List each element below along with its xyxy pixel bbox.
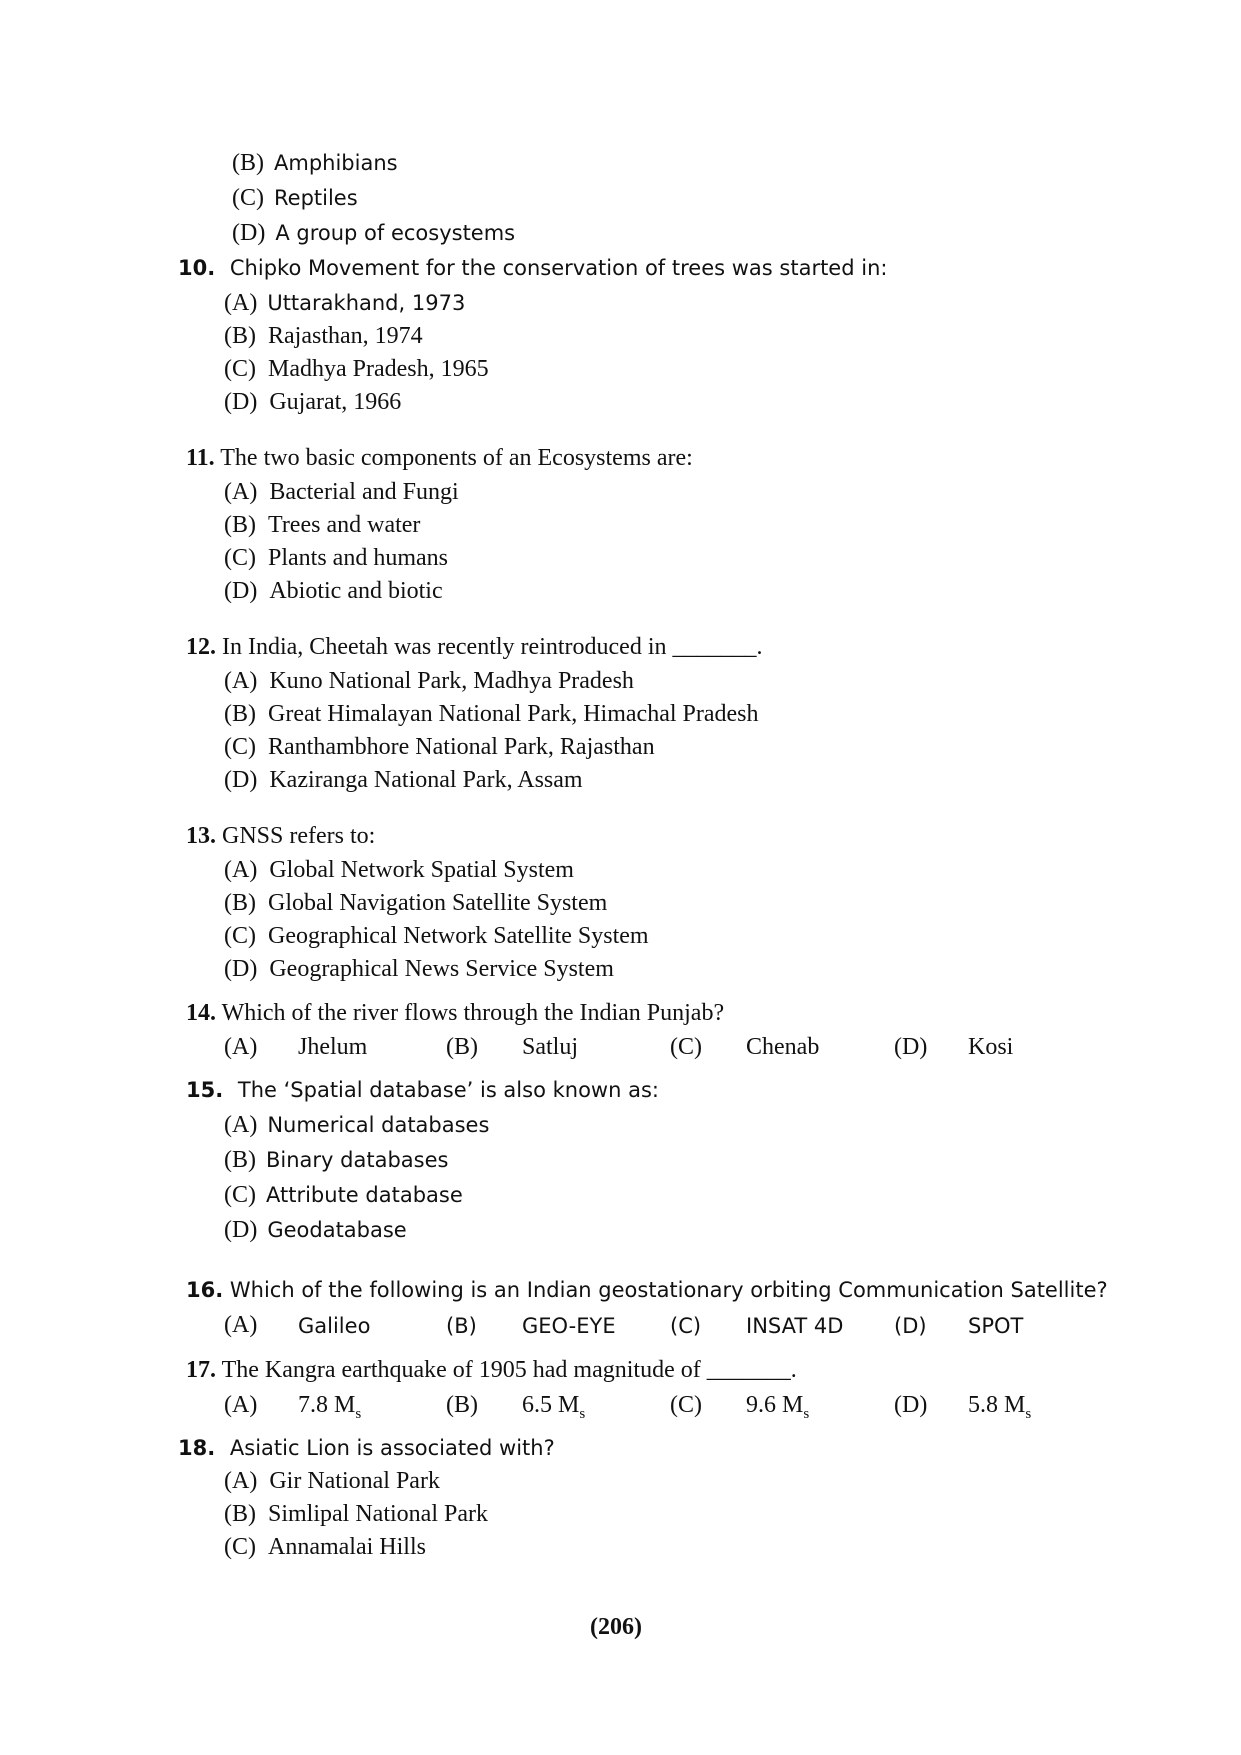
carryover-option-c [232, 185, 358, 212]
q14-option-c-label: (C) [670, 1034, 702, 1060]
q13-option-d [224, 956, 614, 983]
question-text: In India, Cheetah was recently reintroduced in _______. [222, 634, 763, 660]
option-text: Geodatabase [267, 1218, 407, 1242]
option-text: Bacterial and Fungi [269, 479, 459, 505]
q17-option-a-label: (A) [224, 1392, 258, 1418]
magnitude-subscript: s [355, 1405, 362, 1422]
option-text: Great Himalayan National Park, Himachal Pradesh [268, 701, 759, 727]
option-text: Numerical databases [267, 1113, 490, 1137]
page-number: (206) [590, 1614, 642, 1640]
option-text: Simlipal National Park [268, 1501, 488, 1527]
question-text: GNSS refers to: [222, 823, 376, 849]
option-label: (D) [224, 578, 258, 604]
option-text: Kuno National Park, Madhya Pradesh [269, 668, 634, 694]
q16-option-c-text: INSAT 4D [746, 1314, 844, 1338]
q14-option-c-text: Chenab [746, 1034, 820, 1060]
option-text: Kaziranga National Park, Assam [269, 767, 583, 793]
q10-option-a [224, 290, 465, 317]
question-text: Asiatic Lion is associated with? [229, 1436, 555, 1460]
option-label: (A) [224, 1468, 258, 1494]
q17-option-b-label: (B) [446, 1392, 478, 1418]
q13-option-c [224, 923, 649, 950]
q14-option-d-label: (D) [894, 1034, 928, 1060]
magnitude-value: 7.8 M [298, 1392, 356, 1418]
option-label: (C) [224, 1182, 256, 1208]
question-number: 16. [186, 1278, 224, 1302]
question-16 [186, 1278, 1108, 1302]
q17-option-c-value [746, 1392, 809, 1423]
option-label: (B) [224, 1147, 256, 1173]
option-label: (C) [232, 185, 264, 211]
q15-option-a [224, 1112, 489, 1139]
carryover-option-d [232, 220, 515, 247]
q16-option-a-text: Galileo [298, 1314, 371, 1338]
question-14 [186, 1000, 724, 1027]
question-text: The ‘Spatial database’ is also known as: [237, 1078, 659, 1102]
q14-option-a-text: Jhelum [298, 1034, 368, 1060]
q16-option-b-label: (B) [446, 1314, 477, 1338]
question-15 [186, 1078, 659, 1102]
option-label: (A) [224, 1112, 258, 1138]
option-label: (B) [232, 150, 264, 176]
q12-option-b [224, 701, 759, 728]
question-number: 10. [178, 256, 216, 280]
question-18 [178, 1436, 555, 1460]
option-text: Geographical News Service System [269, 956, 614, 982]
magnitude-subscript: s [1025, 1405, 1032, 1422]
option-text: A group of ecosystems [275, 221, 516, 245]
option-text: Rajasthan, 1974 [268, 323, 423, 349]
q11-option-c [224, 545, 448, 572]
q17-option-d-value [968, 1392, 1031, 1423]
q16-option-d-text: SPOT [968, 1314, 1024, 1338]
q14-option-b-label: (B) [446, 1034, 478, 1060]
q13-option-a [224, 857, 574, 884]
option-label: (B) [224, 512, 256, 538]
q16-option-d-label: (D) [894, 1314, 927, 1338]
option-label: (C) [224, 923, 256, 949]
q16-option-a-label: (A) [224, 1312, 258, 1338]
question-11 [186, 445, 693, 472]
magnitude-value: 9.6 M [746, 1392, 804, 1418]
option-label: (A) [224, 668, 258, 694]
magnitude-subscript: s [579, 1405, 586, 1422]
q11-option-d [224, 578, 443, 605]
q11-option-b [224, 512, 420, 539]
option-text: Reptiles [274, 186, 358, 210]
option-label: (B) [224, 890, 256, 916]
option-label: (C) [224, 734, 256, 760]
q15-option-c [224, 1182, 463, 1209]
q12-option-c [224, 734, 655, 761]
q17-option-d-label: (D) [894, 1392, 928, 1418]
option-label: (D) [224, 1217, 258, 1243]
q16-option-c-label: (C) [670, 1314, 702, 1338]
option-label: (C) [224, 356, 256, 382]
question-text: Which of the river flows through the Indian Punjab? [221, 1000, 725, 1026]
option-text: Annamalai Hills [268, 1534, 426, 1560]
question-12 [186, 634, 763, 661]
q18-option-c [224, 1534, 426, 1561]
question-number: 18. [178, 1436, 216, 1460]
option-label: (C) [224, 1534, 256, 1560]
q13-option-b [224, 890, 607, 917]
option-text: Madhya Pradesh, 1965 [268, 356, 489, 382]
q10-option-d [224, 389, 401, 416]
q17-option-c-label: (C) [670, 1392, 702, 1418]
option-label: (D) [224, 389, 258, 415]
option-text: Gir National Park [269, 1468, 440, 1494]
option-text: Plants and humans [268, 545, 448, 571]
q15-option-b [224, 1147, 448, 1174]
option-text: Amphibians [274, 151, 398, 175]
option-text: Global Navigation Satellite System [268, 890, 608, 916]
option-label: (A) [224, 857, 258, 883]
q17-option-b-value [522, 1392, 585, 1423]
option-label: (B) [224, 323, 256, 349]
question-number: 13. [186, 823, 216, 849]
q17-option-a-value [298, 1392, 361, 1423]
option-label: (D) [224, 767, 258, 793]
q15-option-d [224, 1217, 407, 1244]
question-text: Which of the following is an Indian geostationary orbiting Communication Satellite? [229, 1278, 1108, 1302]
question-text: The Kangra earthquake of 1905 had magnitude of _______. [221, 1357, 797, 1383]
question-13 [186, 823, 375, 850]
question-number: 14. [186, 1000, 216, 1026]
question-number: 15. [186, 1078, 224, 1102]
option-label: (D) [224, 956, 258, 982]
q18-option-a [224, 1468, 440, 1495]
option-label: (B) [224, 701, 256, 727]
option-text: Geographical Network Satellite System [268, 923, 649, 949]
question-text: The two basic components of an Ecosystems are: [220, 445, 693, 471]
q16-option-b-text: GEO-EYE [522, 1314, 616, 1338]
question-number: 11. [186, 445, 215, 471]
option-label: (D) [232, 220, 266, 246]
question-number: 17. [186, 1357, 216, 1383]
magnitude-subscript: s [803, 1405, 810, 1422]
option-label: (A) [224, 290, 258, 316]
question-text: Chipko Movement for the conservation of trees was started in: [229, 256, 888, 280]
option-text: Trees and water [268, 512, 421, 538]
q18-option-b [224, 1501, 488, 1528]
option-label: (A) [224, 479, 258, 505]
q11-option-a [224, 479, 459, 506]
question-17 [186, 1357, 797, 1384]
option-label: (C) [224, 545, 256, 571]
q14-option-b-text: Satluj [522, 1034, 579, 1060]
option-label: (B) [224, 1501, 256, 1527]
q12-option-d [224, 767, 583, 794]
magnitude-value: 5.8 M [968, 1392, 1026, 1418]
q14-option-a-label: (A) [224, 1034, 258, 1060]
option-text: Uttarakhand, 1973 [267, 291, 466, 315]
q12-option-a [224, 668, 634, 695]
question-number: 12. [186, 634, 216, 660]
q14-option-d-text: Kosi [968, 1034, 1014, 1060]
option-text: Global Network Spatial System [269, 857, 574, 883]
option-text: Abiotic and biotic [269, 578, 443, 604]
option-text: Ranthambhore National Park, Rajasthan [268, 734, 655, 760]
magnitude-value: 6.5 M [522, 1392, 580, 1418]
carryover-option-b [232, 150, 398, 177]
option-text: Attribute database [266, 1183, 463, 1207]
option-text: Gujarat, 1966 [269, 389, 402, 415]
q10-option-c [224, 356, 489, 383]
option-text: Binary databases [266, 1148, 449, 1172]
q10-option-b [224, 323, 423, 350]
question-10 [178, 256, 887, 280]
